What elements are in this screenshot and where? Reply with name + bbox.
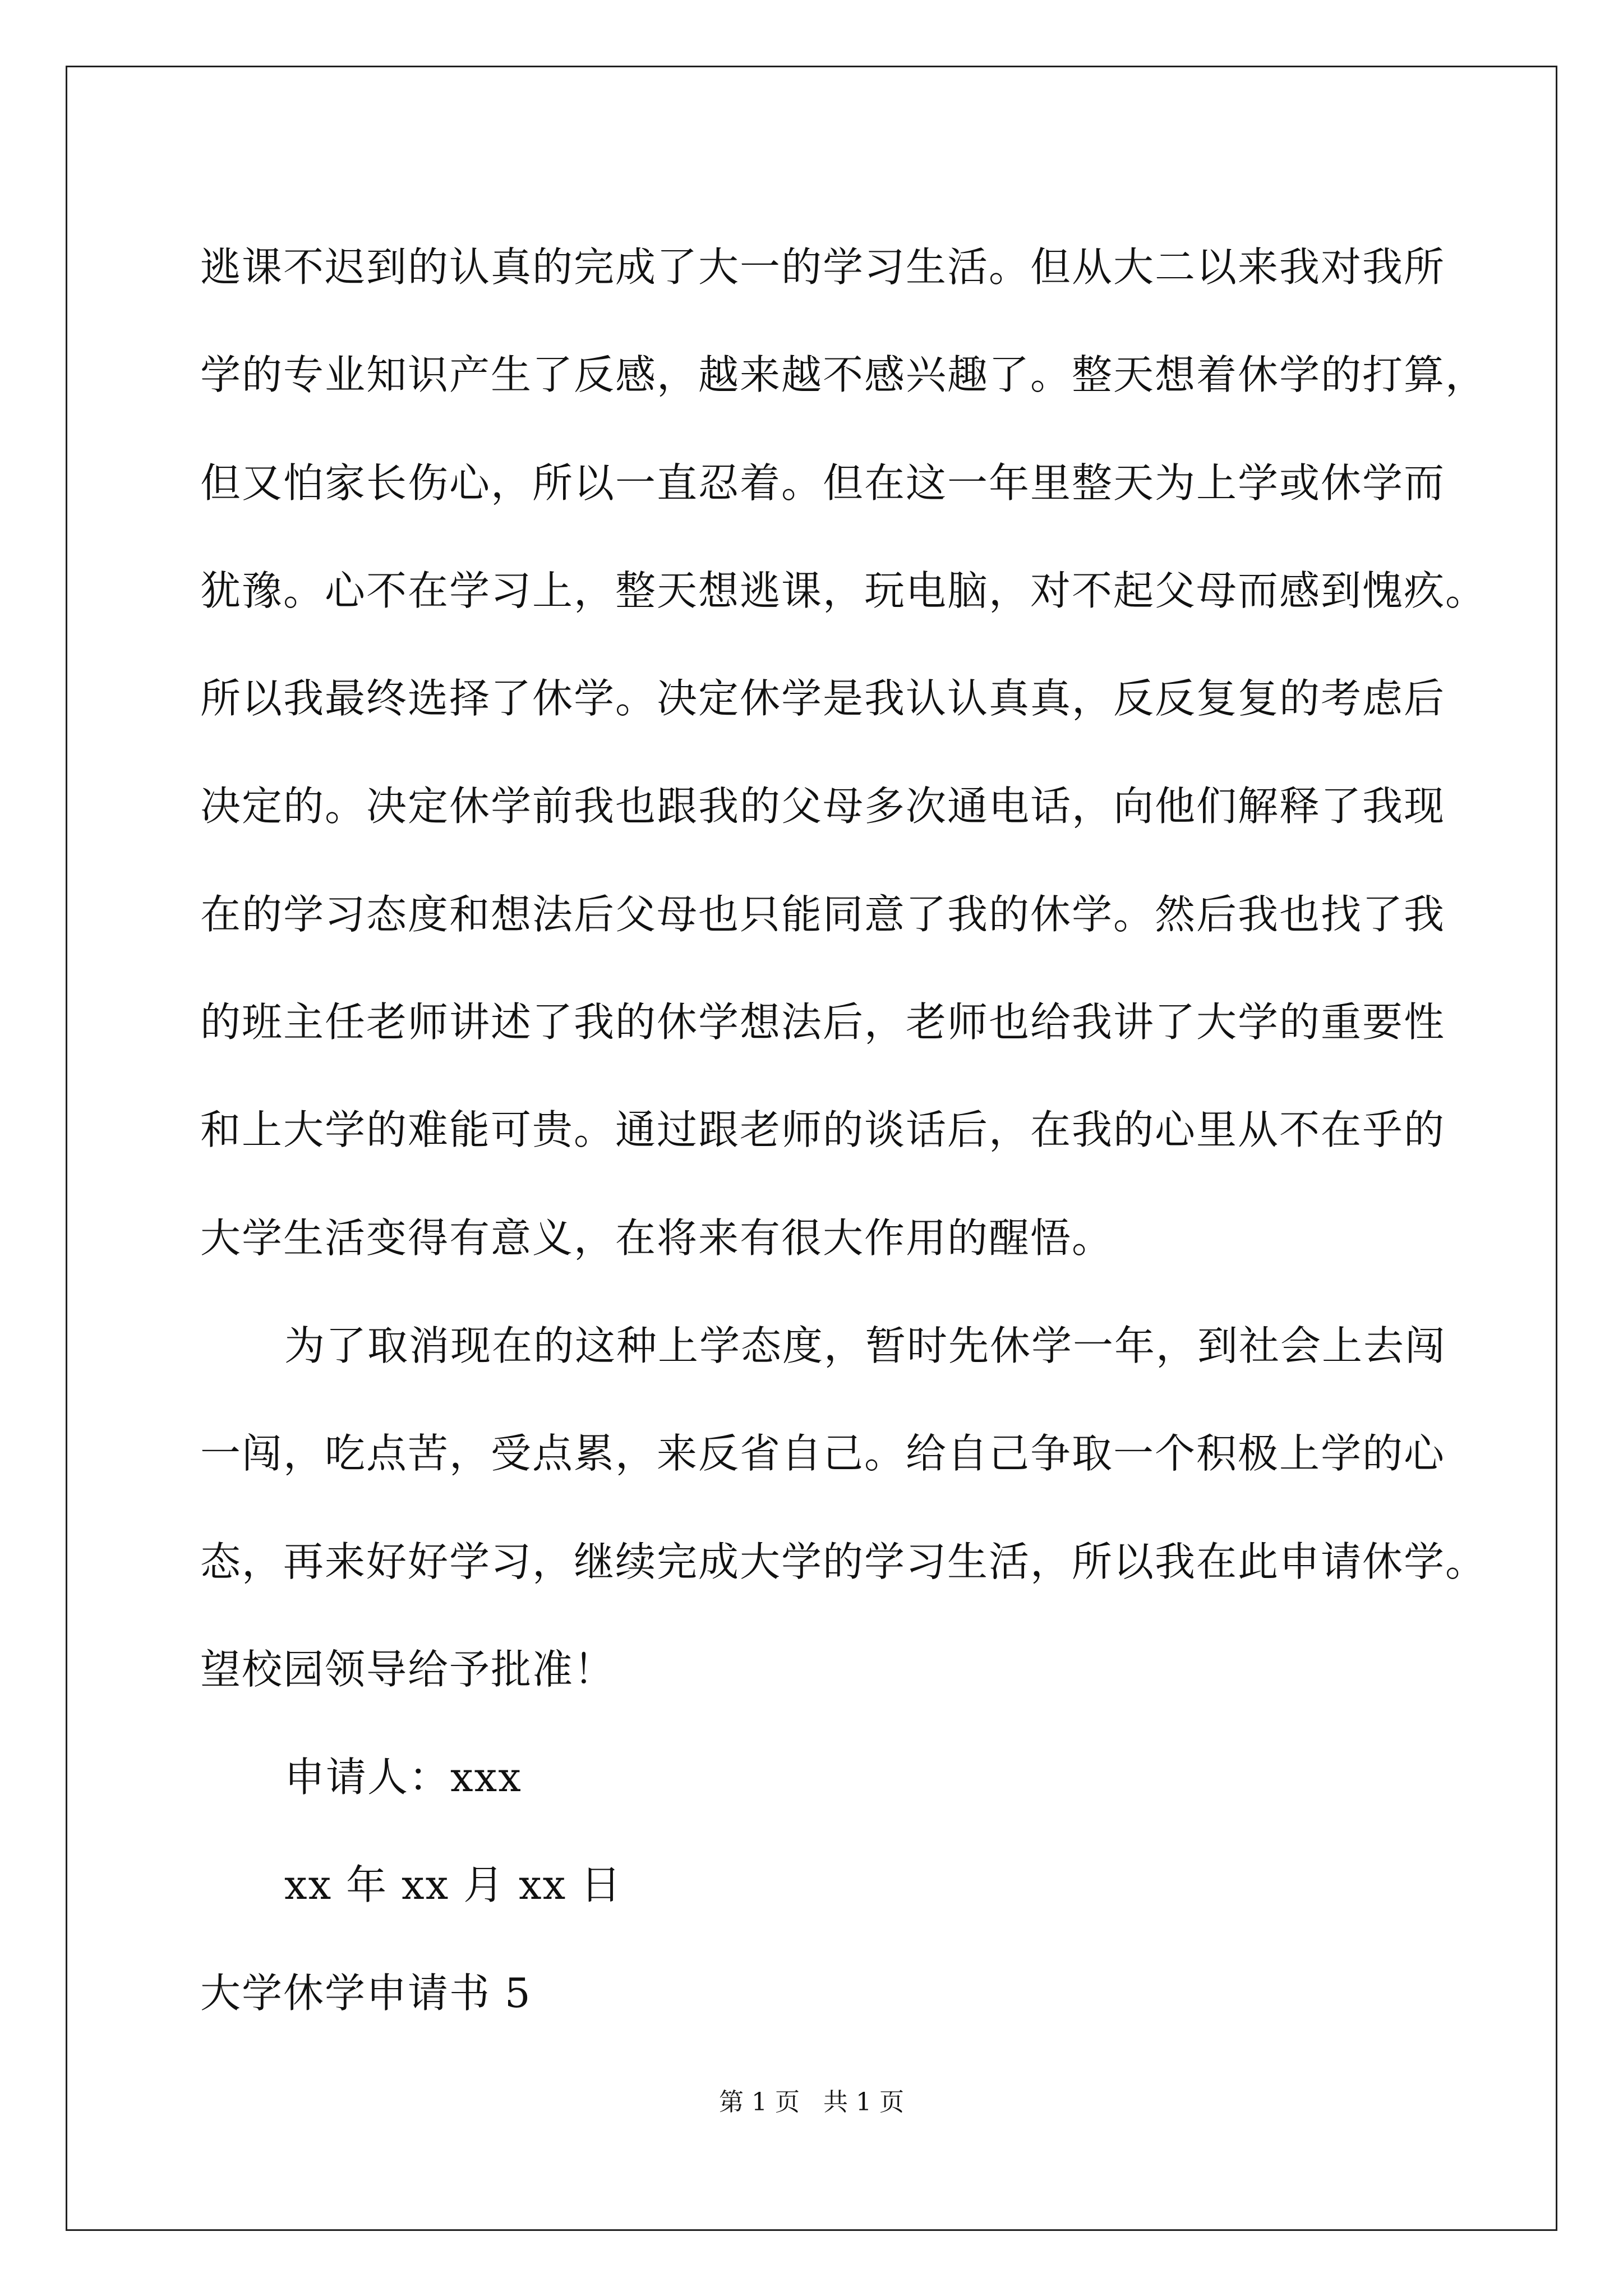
body-line: 望校园领导给予批准！ [200,1645,616,1693]
body-line: 所以我最终选择了休学。决定休学是我认认真真，反反复复的考虑后 [200,675,1446,723]
applicant-signature: 申请人：xxx [284,1754,522,1801]
body-line: 态，再来好好学习，继续完成大学的学习生活，所以我在此申请休学。 [200,1538,1487,1585]
body-line: 决定的。决定休学前我也跟我的父母多次通电话，向他们解释了我现 [200,783,1446,830]
body-line: 的班主任老师讲述了我的休学想法后，老师也给我讲了大学的重要性 [200,999,1446,1046]
document-body [200,213,1487,2047]
body-line: 逃课不迟到的认真的完成了大一的学习生活。但从大二以来我对我所 [200,243,1446,291]
body-line: 大学生活变得有意义，在将来有很大作用的醒悟。 [200,1214,1114,1262]
body-line: 但又怕家长伤心，所以一直忍着。但在这一年里整天为上学或休学而 [200,459,1446,507]
page-footer: 第 1 页 共 1 页 [719,2088,904,2116]
paragraph-start-line: 为了取消现在的这种上学态度，暂时先休学一年，到社会上去闯 [284,1322,1447,1369]
signature-date: xx 年 xx 月 xx 日 [284,1861,623,1909]
body-line: 犹豫。心不在学习上，整天想逃课，玩电脑，对不起父母而感到愧疚。 [200,567,1487,614]
body-line: 学的专业知识产生了反感，越来越不感兴趣了。整天想着休学的打算， [200,351,1487,399]
body-line: 和上大学的难能可贵。通过跟老师的谈话后，在我的心里从不在乎的 [200,1106,1446,1154]
body-line: 在的学习态度和想法后父母也只能同意了我的休学。然后我也找了我 [200,890,1446,938]
section-title: 大学休学申请书 5 [200,1969,532,2017]
body-line: 一闯，吃点苦，受点累，来反省自己。给自己争取一个积极上学的心 [200,1430,1446,1478]
